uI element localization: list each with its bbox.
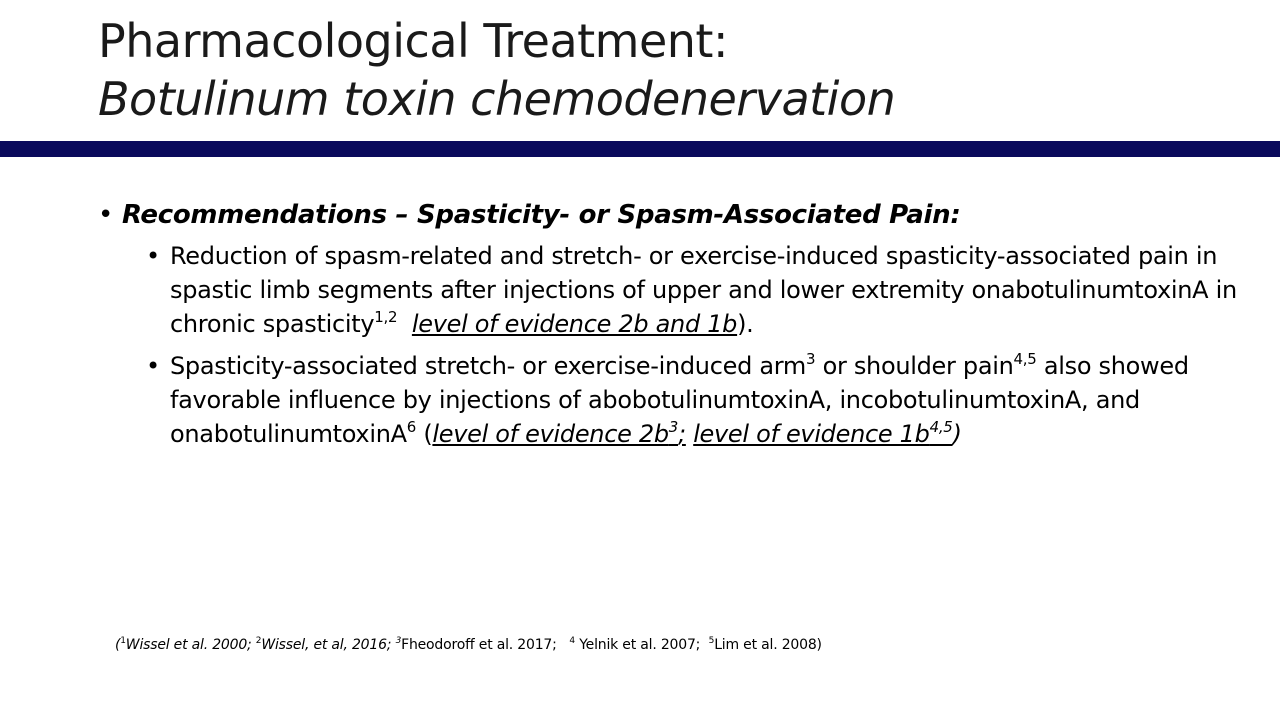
bullet-icon: • (98, 200, 114, 230)
sub-bullet-1-close: ). (737, 310, 754, 338)
ref-1: Wissel et al. 2000; (125, 637, 256, 653)
refs-open: ( (115, 637, 121, 653)
evidence-level-2-text: level of evidence 2b (432, 420, 669, 448)
evidence-level-1: level of evidence 2b and 1b (411, 310, 738, 338)
ref-3: Fheodoroff et al. 2017; (401, 637, 570, 653)
sub-bullet-2-text-2: or shoulder pain (815, 352, 1014, 380)
title-line-2: Botulinum toxin chemodenervation (98, 72, 896, 126)
ref-sup: 4 (569, 636, 575, 646)
bullet-icon: • (146, 352, 160, 380)
ref-sup: 5 (708, 636, 715, 646)
citation-sup: 6 (406, 418, 416, 436)
sub-bullet-1 (146, 239, 1238, 341)
ref-sup: 3 (395, 636, 402, 646)
slide-body (98, 195, 1238, 459)
sub-bullet-1-text: Reduction of spasm-related and stretch- or exercise-induced spasticity-associated pain in spastic limb segments after injections of upper and lower extremity onabotulinumtoxinA in chronic spasticity (170, 242, 1237, 338)
ref-4: Yelnik et al. 2007; (574, 637, 709, 653)
sub-bullet-2-text-3: also showed favorable influence by injections of abobotulinumtoxinA, incobotulinumtoxinA, and onabotulinumtoxinA (170, 352, 1189, 448)
citation-sup: 3 (668, 418, 679, 436)
ref-sup: 1 (120, 636, 126, 646)
ref-sup: 2 (255, 636, 262, 646)
citation-sup: 1,2 (374, 308, 398, 326)
ref-5: Lim et al. 2008) (714, 637, 822, 653)
citation-sup: 4,5 (929, 418, 953, 436)
evidence-level-3-text: level of evidence 1b (693, 420, 930, 448)
sub-bullet-2-text-4: ( (415, 420, 433, 448)
references (115, 635, 822, 655)
slide-title (98, 12, 895, 128)
spacer (397, 310, 412, 338)
bullet-icon: • (146, 242, 160, 270)
sub-bullet-2-text-1: Spasticity-associated stretch- or exercise-induced arm (170, 352, 806, 380)
title-line-1: Pharmacological Treatment: (98, 14, 728, 68)
citation-sup: 3 (805, 350, 816, 368)
main-bullet-text: Recommendations – Spasticity- or Spasm-Associated Pain: (122, 200, 961, 230)
sub-bullet-list (146, 239, 1238, 451)
evidence-level-3 (693, 420, 952, 448)
citation-sup: 4,5 (1013, 350, 1037, 368)
evidence-semicolon: ; (678, 420, 686, 448)
main-bullet (98, 195, 1238, 235)
evidence-level-2 (432, 420, 685, 448)
title-divider (0, 141, 1280, 157)
sub-bullet-2 (146, 349, 1238, 451)
ref-2: Wissel, et al, 2016; (261, 637, 396, 653)
sub-bullet-2-close: ) (952, 420, 962, 448)
